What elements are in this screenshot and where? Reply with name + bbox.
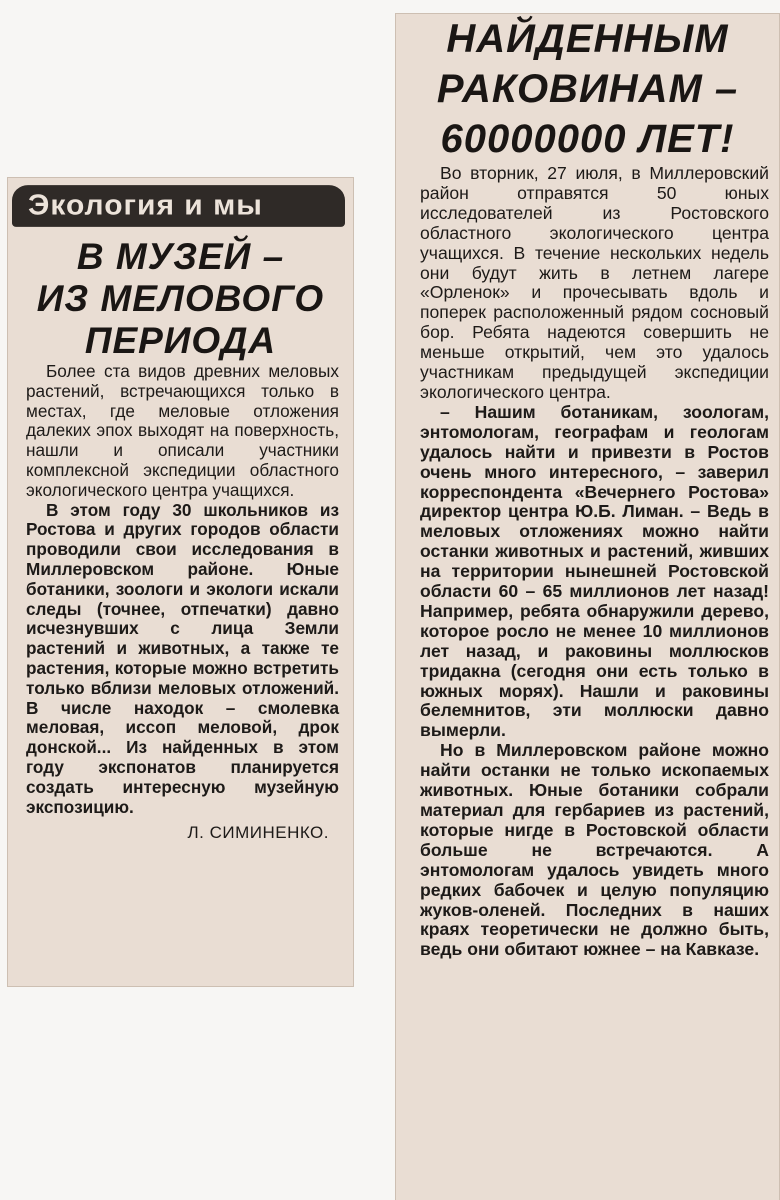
- article-paragraph: – Нашим ботаникам, зоологам, энтомологам, географам и геологам удалось найти и привезти в Ростов очень много интересного, – заверил корреспондента «Вечернего Ростова» директор центра Ю.Б. Лиман. – Ведь в меловых отложениях можно найти останки животных и растений, живших на территории нынешней Ростовской области 60 – 65 миллионов лет назад! Например, ребята обнаружили дерево, которое росло не менее 10 миллионов лет назад, и раковины моллюсков тридакна (сегодня они есть только в южных морях). Нашли и раковины белемнитов, эти моллюски давно вымерли.: [420, 401, 769, 741]
- left-article-headline: [8, 236, 353, 362]
- headline-line: В МУЗЕЙ –: [76, 236, 285, 277]
- article-paragraph: Но в Миллеровском районе можно найти останки не только ископаемых животных. Юные ботаники собрали материал для гербариев из растений, которые нигде в Ростовской области больше не встречаются. А энтомологам удалось увидеть много редких бабочек и целую популяцию жуков-оленей. Последних в наших краях теоретически не должно быть, ведь они обитают южнее – на Кавказе.: [420, 740, 769, 960]
- headline-line: ИЗ МЕЛОВОГО: [36, 278, 325, 319]
- article-paragraph: В этом году 30 школьников из Ростова и других городов области проводили свои исследования в Миллеровском районе. Юные ботаники, зоологи и экологи искали следы (точнее, отпечатки) давно исчезнувших с лица Земли растений и животных, а также те растения, которые можно встретить только вблизи меловых отложений. В числе находок – смолевка меловая, иссоп меловой, дрок донской... Из найденных в этом году экспонатов планируется создать интересную музейную экспозицию.: [26, 499, 339, 817]
- left-article-body: [8, 362, 353, 817]
- headline-line: ПЕРИОДА: [84, 320, 277, 361]
- headline-line: НАЙДЕННЫМ: [446, 17, 729, 61]
- right-article-body: [396, 164, 779, 960]
- headline-line: РАКОВИНАМ –: [436, 67, 739, 111]
- author-signature: Л. СИМИНЕНКО.: [187, 823, 329, 843]
- article-paragraph: Более ста видов древних меловых растений, встречающихся только в местах, где меловые отложения далеких эпох выходят на поверхность, нашли и описали участники комплексной экспедиции областного экологического центра учащихся.: [26, 361, 339, 500]
- headline-line: 60000000 ЛЕТ!: [440, 117, 735, 161]
- article-paragraph: Во вторник, 27 июля, в Миллеровский район отправятся 50 юных исследователей из Ростовского областного экологического центра учащихся. В течение нескольких недель они будут жить в летнем лагере «Орленок» и прочесывать вдоль и поперек расположенный рядом сосновый бор. Ребята надеются совершить не меньше открытий, чем это удалось участникам предыдущей экспедиции экологического центра.: [420, 163, 769, 402]
- right-newspaper-clipping: [396, 14, 779, 1200]
- right-article-headline: [396, 14, 779, 164]
- section-rubric-banner: Экология и мы: [12, 185, 345, 227]
- left-newspaper-clipping: [8, 178, 353, 986]
